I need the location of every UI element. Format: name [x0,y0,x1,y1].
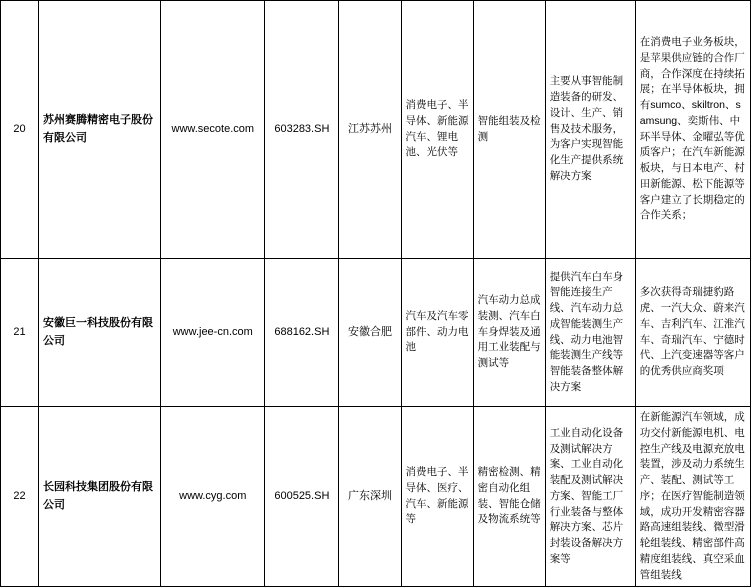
company-name: 安徽巨一科技股份有限公司 [39,259,161,407]
main-customers: 在消费电子业务板块，是苹果供应链的合作厂商，合作深度在持续拓展；在半导体板块，拥有sumco、skiltron、samsung、奕斯伟、中环半导体、金曜弘等优质客户；在汽车新能源板块，与日本电产、村田新能源、松下能源等客户建立了长期稳定的合作关系； [635,1,750,259]
downstream-field: 汽车及汽车零部件、动力电池 [401,259,473,407]
downstream-field: 消费电子、半导体、新能源汽车、锂电池、光伏等 [401,1,473,259]
downstream-field: 消费电子、半导体、医疗、汽车、新能源等 [401,407,473,587]
row-index: 21 [1,259,39,407]
row-index: 20 [1,1,39,259]
company-region: 江苏苏州 [339,1,401,259]
security-code: 603283.SH [265,1,339,259]
business-description: 主要从事智能制造装备的研发、设计、生产、销售及技术服务，为客户实现智能化生产提供系统解决方案 [545,1,635,259]
product-type: 精密检测、精密自动化组装、智能仓储及物流系统等 [473,407,545,587]
main-customers: 多次获得奇瑞捷豹路虎、一汽大众、蔚来汽车、吉利汽车、江淮汽车、奇瑞汽车、宁德时代、上汽变速器等客户的优秀供应商奖项 [635,259,750,407]
company-website[interactable]: www.secote.com [161,1,265,259]
product-type: 智能组装及检测 [473,1,545,259]
table-row [1,259,751,407]
table-row [1,1,751,259]
business-description: 工业自动化设备及测试解决方案、工业自动化装配及测试解决方案、智能工厂行业装备与整体解决方案、芯片封装设备解决方案等 [545,407,635,587]
company-region: 广东深圳 [339,407,401,587]
company-name: 苏州赛腾精密电子股份有限公司 [39,1,161,259]
company-website[interactable]: www.cyg.com [161,407,265,587]
main-customers: 在新能源汽车领域，成功交付新能源电机、电控生产线及电源充放电装置，涉及动力系统生产、装配、测试等工序；在医疗智能制造领域，成功开发精密容器路高速组装线、微型滑轮组装线、精密部件高精度组装线、真空采血管组装线 [635,407,750,587]
company-website[interactable]: www.jee-cn.com [161,259,265,407]
security-code: 688162.SH [265,259,339,407]
company-region: 安徽合肥 [339,259,401,407]
security-code: 600525.SH [265,407,339,587]
row-index: 22 [1,407,39,587]
business-description: 提供汽车白车身智能连接生产线、汽车动力总成智能装测生产线、动力电池智能装测生产线等智能装备整体解决方案 [545,259,635,407]
company-name: 长园科技集团股份有限公司 [39,407,161,587]
product-type: 汽车动力总成装测、汽车白车身焊装及通用工业装配与测试等 [473,259,545,407]
